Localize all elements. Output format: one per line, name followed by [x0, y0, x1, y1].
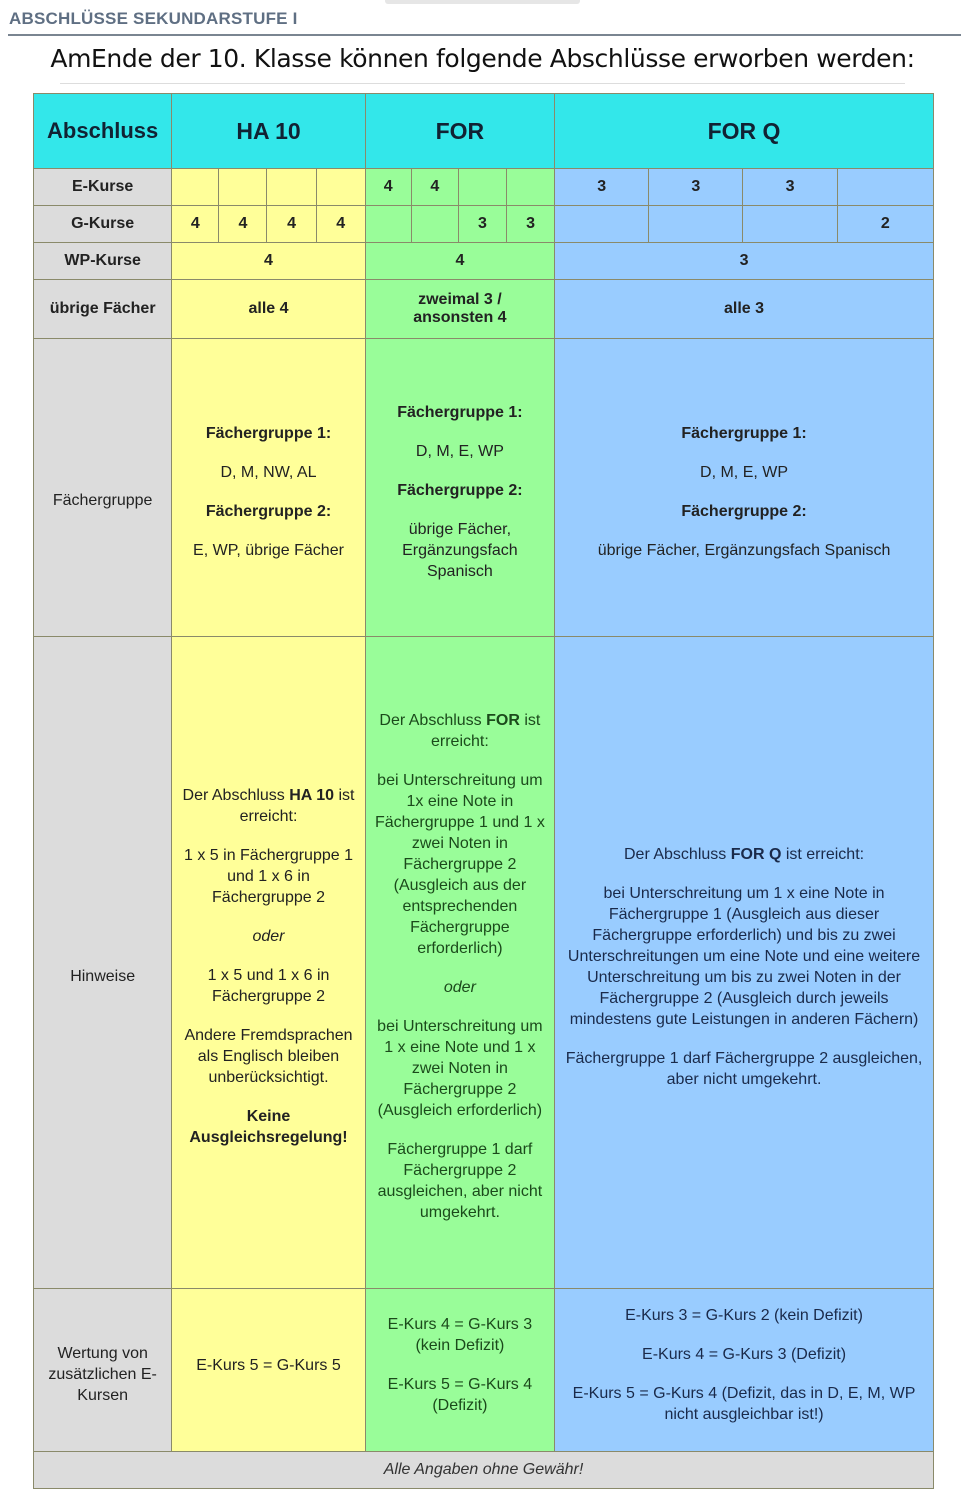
- cell: [172, 339, 365, 637]
- wertung-line: E-Kurs 4 = G-Kurs 3 (Defizit): [642, 1346, 847, 1363]
- wertung-line: E-Kurs 5 = G-Kurs 4 (Defizit): [387, 1376, 533, 1414]
- cell: [555, 637, 934, 1289]
- wertung-line: E-Kurs 5 = G-Kurs 4 (Defizit, das in D, E, M, WP nicht ausgleichbar ist!): [572, 1385, 916, 1423]
- fg2-title: Fächergruppe 2:: [397, 482, 523, 499]
- cell: [219, 169, 267, 206]
- e-kurse-row: [34, 169, 934, 206]
- cell: [172, 169, 219, 206]
- fg2-subjects: E, WP, übrige Fächer: [193, 542, 344, 559]
- wp-kurse-row: [34, 243, 934, 280]
- cell: 4: [267, 206, 316, 243]
- uebrige-faecher-row: [34, 280, 934, 339]
- row-label: G-Kurse: [34, 206, 172, 243]
- fg1-title: Fächergruppe 1:: [205, 425, 332, 442]
- cell: [649, 206, 743, 243]
- cell: [365, 637, 554, 1289]
- cell: [555, 339, 934, 637]
- cell: 4: [316, 206, 365, 243]
- cell: [365, 280, 554, 339]
- g-kurse-row: [34, 206, 934, 243]
- header-row: [34, 94, 934, 169]
- hint-text: bei Unterschreitung um 1 x eine Note in Fächergruppe 1 (Ausgleich aus dieser Fächergruppe erforderlich) und bis zu zwei Unterschreitungen um eine Note und eine weitere Unterschreitung um bis zu zwei Noten in der Fächergruppe 2 (Ausgleich durch jeweils mindestens gute Leistungen in anderen Fächern): [567, 884, 921, 1028]
- hint-oder: oder: [443, 979, 476, 996]
- cell: 4: [411, 169, 458, 206]
- disclaimer: Alle Angaben ohne Gewähr!: [34, 1452, 934, 1489]
- hint-text: bei Unterschreitung um 1 x eine Note und 1 x zwei Noten in Fächergruppe 2 (Ausgleich erforderlich): [377, 1018, 543, 1119]
- cell: 3: [743, 169, 837, 206]
- cell: 4: [219, 206, 267, 243]
- header-abschluss: Abschluss: [34, 94, 172, 169]
- cell: alle 4: [172, 280, 365, 339]
- row-label: E-Kurse: [34, 169, 172, 206]
- cell: [316, 169, 365, 206]
- header-forq: FOR Q: [555, 94, 934, 169]
- section-divider: [8, 34, 961, 36]
- section-title: ABSCHLÜSSE SEKUNDARSTUFE I: [9, 9, 298, 28]
- wertung-line: E-Kurs 5 = G-Kurs 5: [196, 1356, 341, 1374]
- cell: [555, 206, 649, 243]
- cell: 4: [172, 206, 219, 243]
- page-headline: AmEnde der 10. Klasse können folgende Abschlüsse erworben werden:: [50, 44, 915, 73]
- cell: 4: [365, 169, 411, 206]
- cell: [365, 339, 554, 637]
- cell: alle 3: [555, 280, 934, 339]
- hint-intro: Der Abschluss HA 10 ist erreicht:: [182, 787, 355, 825]
- faechergruppe-row: [34, 339, 934, 637]
- fg1-title: Fächergruppe 1:: [397, 404, 523, 421]
- hint-text: 1 x 5 in Fächergruppe 1 und 1 x 6 in Fächergruppe 2: [184, 847, 353, 906]
- row-label: Fächergruppe: [34, 339, 172, 637]
- row-label: Wertung von zusätzlichen E-Kursen: [34, 1289, 172, 1452]
- hint-oder: oder: [252, 928, 285, 945]
- cell: [555, 1289, 934, 1452]
- fg2-subjects: übrige Fächer, Ergänzungsfach Spanisch: [597, 542, 891, 559]
- cell: [458, 169, 506, 206]
- cell-line: ansonsten 4: [413, 309, 507, 326]
- cell: 3: [555, 169, 649, 206]
- headline-divider: [60, 83, 905, 84]
- cell: [506, 169, 554, 206]
- hinweise-row: [34, 637, 934, 1289]
- cell: [172, 1289, 365, 1452]
- fg1-title: Fächergruppe 1:: [681, 425, 807, 442]
- fg1-subjects: D, M, NW, AL: [220, 464, 317, 481]
- cell: 3: [506, 206, 554, 243]
- cell: 4: [172, 243, 365, 280]
- hint-intro: Der Abschluss FOR Q ist erreicht:: [624, 845, 865, 863]
- cell: 3: [458, 206, 506, 243]
- cell: [267, 169, 316, 206]
- wertung-line: E-Kurs 4 = G-Kurs 3 (kein Defizit): [387, 1316, 533, 1354]
- row-label: übrige Fächer: [34, 280, 172, 339]
- header-for: FOR: [365, 94, 554, 169]
- abschluss-table: [33, 93, 934, 1489]
- cell: [365, 206, 411, 243]
- hint-text: bei Unterschreitung um 1x eine Note in Fächergruppe 1 und 1 x zwei Noten in Fächergruppe 2 (Ausgleich aus der entsprechenden Fächergruppe erforderlich): [374, 772, 545, 957]
- cell: [743, 206, 837, 243]
- header-ha10: HA 10: [172, 94, 365, 169]
- cell: 3: [649, 169, 743, 206]
- hint-intro: Der Abschluss FOR ist erreicht:: [379, 712, 541, 750]
- row-label: Hinweise: [34, 637, 172, 1289]
- fg2-title: Fächergruppe 2:: [205, 503, 332, 520]
- cell: [172, 637, 365, 1289]
- fg1-subjects: D, M, E, WP: [415, 443, 504, 460]
- row-label: WP-Kurse: [34, 243, 172, 280]
- cell-line: zweimal 3 /: [418, 291, 502, 308]
- cell: 4: [365, 243, 554, 280]
- cell: [837, 169, 933, 206]
- hint-text: 1 x 5 und 1 x 6 in Fächergruppe 2: [207, 967, 330, 1005]
- top-bar-stub: [385, 0, 580, 4]
- cell: [365, 1289, 554, 1452]
- fg2-subjects: übrige Fächer, Ergänzungsfach Spanisch: [402, 521, 518, 580]
- footer-row: [34, 1452, 934, 1489]
- cell: 3: [555, 243, 934, 280]
- wertung-row: [34, 1289, 934, 1452]
- cell: [411, 206, 458, 243]
- hint-text: Fächergruppe 1 darf Fächergruppe 2 ausgleichen, aber nicht umgekehrt.: [565, 1049, 923, 1088]
- cell: 2: [837, 206, 933, 243]
- fg2-title: Fächergruppe 2:: [681, 503, 807, 520]
- hint-text: Andere Fremdsprachen als Englisch bleiben unberücksichtigt.: [184, 1027, 353, 1086]
- wertung-line: E-Kurs 3 = G-Kurs 2 (kein Defizit): [625, 1307, 863, 1324]
- hint-warning: Keine Ausgleichsregelung!: [189, 1108, 348, 1146]
- fg1-subjects: D, M, E, WP: [700, 464, 789, 481]
- hint-text: Fächergruppe 1 darf Fächergruppe 2 ausgleichen, aber nicht umgekehrt.: [377, 1141, 543, 1221]
